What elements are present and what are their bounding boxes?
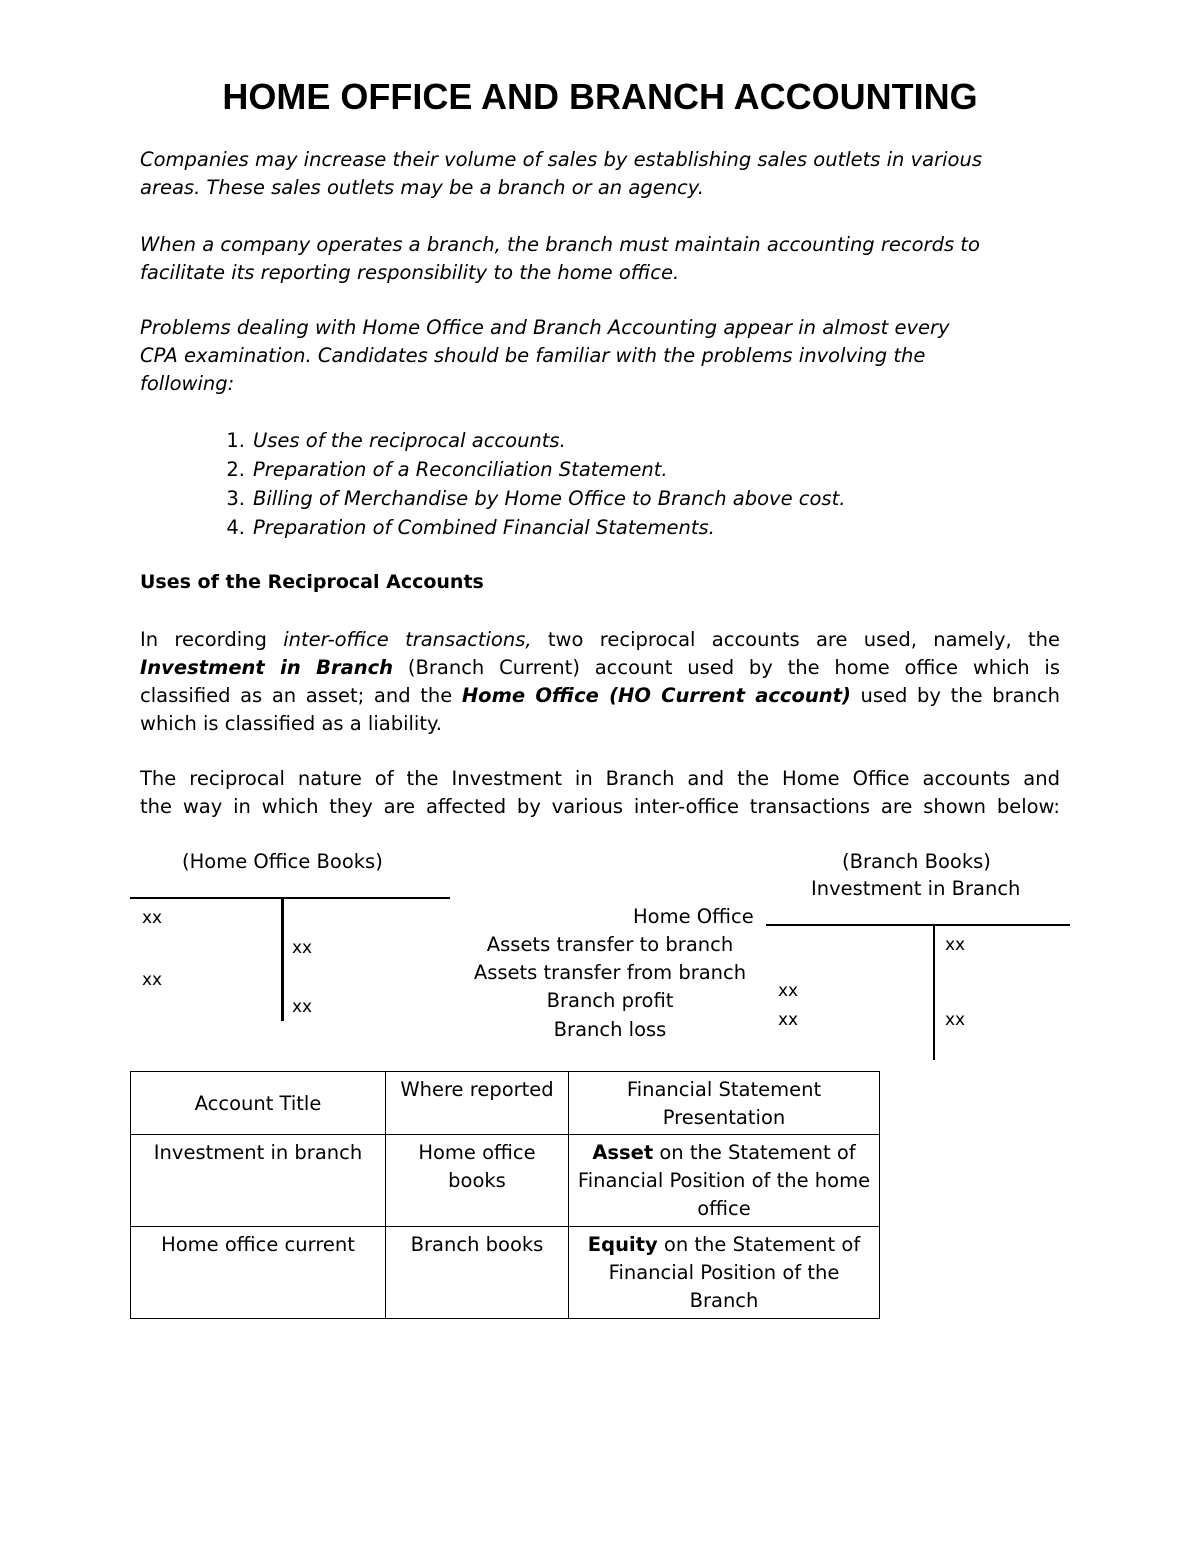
topics-list bbox=[205, 426, 1065, 542]
list-text: Uses of the reciprocal accounts. bbox=[253, 429, 566, 452]
intro-p1-line2: areas. These sales outlets may be a branch or an agency. bbox=[140, 176, 704, 199]
account-table bbox=[130, 1071, 880, 1319]
right-taccount-top-rule bbox=[766, 924, 1070, 926]
home-office-account-label: Home Office bbox=[633, 905, 754, 928]
reciprocal-line-3 bbox=[140, 682, 1060, 710]
branch-books-label: (Branch Books) bbox=[842, 850, 991, 873]
transaction-label: Assets transfer to branch bbox=[486, 933, 734, 956]
reciprocal-line-1 bbox=[140, 626, 1060, 654]
page-title: HOME OFFICE AND BRANCH ACCOUNTING bbox=[222, 76, 978, 117]
intro-p3-line3: following: bbox=[140, 372, 235, 395]
xx-value: xx bbox=[778, 981, 799, 1001]
reciprocal-line-6: the way in which they are affected by various inter-office transactions are shown below: bbox=[140, 795, 1060, 818]
xx-value: xx bbox=[945, 935, 966, 955]
investment-in-branch-label: Investment in Branch bbox=[811, 877, 1021, 900]
cell-text: on the Statement of Financial Position of the Branch bbox=[608, 1233, 861, 1312]
table-cell bbox=[569, 1135, 880, 1227]
table-cell: Home office current bbox=[131, 1227, 386, 1319]
intro-p1-line1: Companies may increase their volume of sales by establishing sales outlets in various bbox=[140, 148, 982, 171]
list-item bbox=[205, 455, 1065, 484]
table-header-cell: Financial Statement Presentation bbox=[569, 1072, 880, 1135]
section-heading: Uses of the Reciprocal Accounts bbox=[140, 571, 484, 593]
intro-paragraph-1 bbox=[140, 146, 1060, 202]
list-item bbox=[205, 484, 1065, 513]
text-run-bold: Home Office (HO Current account) bbox=[461, 684, 851, 707]
xx-value: xx bbox=[945, 1010, 966, 1030]
transaction-label: Branch loss bbox=[553, 1018, 667, 1041]
intro-p3-line2: CPA examination. Candidates should be familiar with the problems involving the bbox=[140, 344, 926, 367]
list-number: 2. bbox=[226, 458, 245, 481]
list-text: Billing of Merchandise by Home Office to Branch above cost. bbox=[253, 487, 846, 510]
xx-value: xx bbox=[778, 1010, 799, 1030]
list-text: Preparation of a Reconciliation Statement. bbox=[253, 458, 668, 481]
text-run-bold: Investment in Branch bbox=[140, 656, 394, 679]
left-taccount-top-rule bbox=[130, 897, 450, 899]
list-number: 1. bbox=[226, 429, 245, 452]
xx-value: xx bbox=[142, 908, 163, 928]
list-item bbox=[205, 513, 1065, 542]
list-number: 4. bbox=[226, 516, 245, 539]
text-run: In recording bbox=[140, 628, 284, 651]
text-run: (Branch Current) account used by the home office which is bbox=[393, 656, 1061, 679]
list-text: Preparation of Combined Financial Statements. bbox=[253, 516, 715, 539]
table-cell: Branch books bbox=[386, 1227, 569, 1319]
text-run: used by the branch bbox=[850, 684, 1061, 707]
intro-p2-line2: facilitate its reporting responsibility to the home office. bbox=[140, 261, 680, 284]
table-cell: Home office books bbox=[386, 1135, 569, 1227]
text-run: classified as an asset; and the bbox=[140, 684, 462, 707]
transaction-label: Branch profit bbox=[546, 989, 674, 1012]
table-row bbox=[131, 1227, 880, 1319]
text-run-italic: inter-office transactions, bbox=[283, 628, 532, 651]
reciprocal-line-4: which is classified as a liability. bbox=[140, 712, 442, 735]
intro-paragraph-2 bbox=[140, 231, 1060, 287]
list-number: 3. bbox=[226, 487, 245, 510]
xx-value: xx bbox=[292, 997, 313, 1017]
table-header-row bbox=[131, 1072, 880, 1135]
table-header-cell: Account Title bbox=[131, 1072, 386, 1135]
reciprocal-paragraph-2 bbox=[140, 765, 1060, 821]
reciprocal-line-2 bbox=[140, 654, 1060, 682]
table-row bbox=[131, 1135, 880, 1227]
intro-p2-line1: When a company operates a branch, the branch must maintain accounting records to bbox=[140, 233, 980, 256]
table-header-cell: Where reported bbox=[386, 1072, 569, 1135]
xx-value: xx bbox=[142, 970, 163, 990]
transaction-label: Assets transfer from branch bbox=[473, 961, 747, 984]
bold-term: Asset bbox=[592, 1141, 654, 1164]
left-taccount-divider bbox=[281, 898, 284, 1021]
list-item bbox=[205, 426, 1065, 455]
intro-p3-line1: Problems dealing with Home Office and Branch Accounting appear in almost every bbox=[140, 316, 950, 339]
cell-text: on the Statement of Financial Position of the home office bbox=[577, 1141, 871, 1220]
text-run: two reciprocal accounts are used, namely, the bbox=[531, 628, 1061, 651]
reciprocal-line-5: The reciprocal nature of the Investment in Branch and the Home Office accounts and bbox=[140, 767, 1060, 790]
xx-value: xx bbox=[292, 938, 313, 958]
intro-paragraph-3 bbox=[140, 314, 1060, 398]
reciprocal-paragraph bbox=[140, 626, 1060, 738]
table-cell bbox=[569, 1227, 880, 1319]
home-office-books-label: (Home Office Books) bbox=[182, 850, 383, 873]
bold-term: Equity bbox=[587, 1233, 658, 1256]
table-cell: Investment in branch bbox=[131, 1135, 386, 1227]
right-taccount-divider bbox=[933, 925, 935, 1060]
